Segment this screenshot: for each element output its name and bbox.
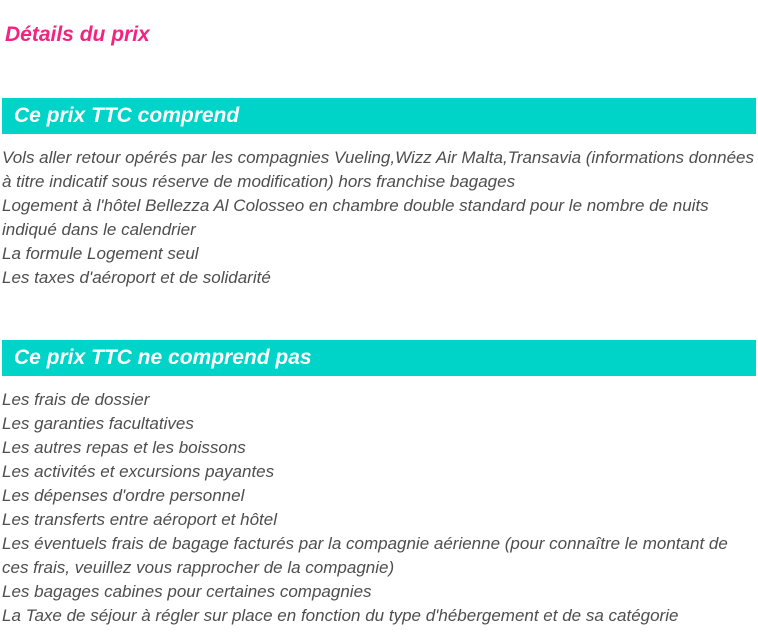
list-item: Les garanties facultatives — [2, 414, 194, 433]
included-list — [0, 146, 758, 290]
list-item: Les bagages cabines pour certaines compagnies — [2, 582, 372, 601]
excluded-list — [0, 388, 758, 628]
list-item: Les frais de dossier — [2, 390, 150, 409]
list-item: Les éventuels frais de bagage facturés par la compagnie aérienne (pour connaître le montant de ces frais, veuillez vous rapprocher de la compagnie) — [2, 534, 728, 577]
list-item: Les transferts entre aéroport et hôtel — [2, 510, 277, 529]
list-item: La Taxe de séjour à régler sur place en fonction du type d'hébergement et de sa catégorie — [2, 606, 679, 625]
section-price-included — [0, 98, 758, 290]
list-item: Les dépenses d'ordre personnel — [2, 486, 245, 505]
section-price-excluded — [0, 340, 758, 628]
list-item: Les activités et excursions payantes — [2, 462, 275, 481]
excluded-heading-banner — [2, 340, 756, 376]
list-item: Les autres repas et les boissons — [2, 438, 246, 457]
list-item: La formule Logement seul — [2, 244, 199, 263]
included-heading-banner — [2, 98, 756, 134]
list-item: Vols aller retour opérés par les compagnies Vueling,Wizz Air Malta,Transavia (informations données à titre indicatif sous réserve de modification) hors franchise bagages — [2, 148, 754, 191]
included-heading: Ce prix TTC comprend — [14, 104, 240, 127]
page-title: Détails du prix — [5, 23, 150, 46]
excluded-heading: Ce prix TTC ne comprend pas — [14, 346, 312, 369]
list-item: Logement à l'hôtel Bellezza Al Colosseo en chambre double standard pour le nombre de nuits indiqué dans le calendrier — [2, 196, 709, 239]
list-item: Les taxes d'aéroport et de solidarité — [2, 268, 271, 287]
